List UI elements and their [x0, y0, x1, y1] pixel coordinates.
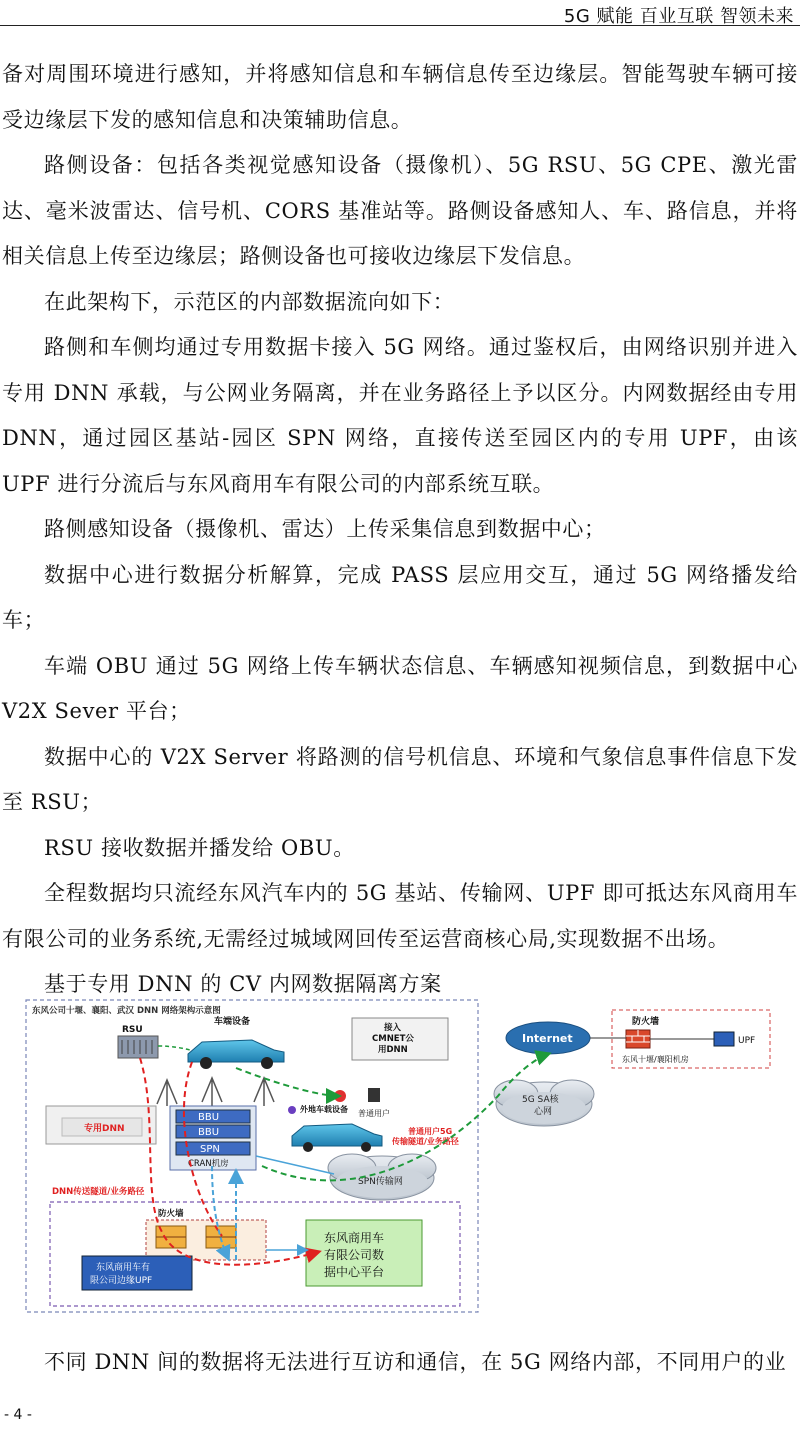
paragraph-data-path: 全程数据均只流经东风汽车内的 5G 基站、传输网、UPF 即可抵达东风商用车有限公司的业务系统,无需经过城域网回传至运营商核心局,实现数据不出场。	[2, 881, 798, 951]
core-network-label-2: 心网	[534, 1107, 553, 1117]
upf-icon	[714, 1032, 734, 1046]
edge-upf-label-1: 东风商用车有	[96, 1263, 151, 1273]
cran-label: CRAN机房	[188, 1159, 229, 1169]
rsu-label: RSU	[122, 1025, 143, 1035]
dedicated-dnn-label: 专用DNN	[84, 1124, 125, 1134]
external-vehicle-car	[292, 1124, 382, 1152]
rsu-device	[118, 1036, 158, 1058]
running-header: 5G 赋能 百业互联 智领未来	[563, 6, 794, 27]
internet-label: Internet	[522, 1032, 573, 1045]
header-underline	[538, 25, 800, 26]
external-vehicle-label: 外地车载设备	[300, 1105, 348, 1114]
figure-caption: 基于专用 DNN 的 CV 内网数据隔离方案	[44, 972, 442, 996]
cmnet-label-1: 接入	[384, 1023, 402, 1033]
paragraph-dnn-access: 路侧和车侧均通过专用数据卡接入 5G 网络。通过鉴权后，由网络识别并进入专用 DNN 承载，与公网业务隔离，并在业务路径上予以区分。内网数据经由专用 DNN，通过园区基站-园区 SPN 网络，直接传送至园区内的专用 UPF，由该 UPF 进行分流后与东风商用车有限公司的内部系统互联。	[2, 335, 798, 496]
paragraph-sensing-upload: 路侧感知设备（摄像机、雷达）上传采集信息到数据中心；	[44, 517, 606, 541]
body-text	[2, 52, 798, 1008]
data-center-label-1: 东风商用车	[324, 1231, 385, 1245]
spn-network-label: SPN传输网	[358, 1177, 403, 1187]
page-number: - 4 -	[4, 1407, 32, 1423]
diagram-title: 东风公司十堰、襄阳、武汉 DNN 网络架构示意图	[32, 1006, 221, 1016]
bbu-1-label: BBU	[198, 1112, 220, 1123]
bbu-2-label: BBU	[198, 1127, 220, 1138]
paragraph-data-analysis: 数据中心进行数据分析解算，完成 PASS 层应用交互，通过 5G 网络播发给车；	[2, 562, 798, 632]
trailing-paragraph: 不同 DNN 间的数据将无法进行互访和通信，在 5G 网络内部，不同用户的业	[44, 1350, 787, 1374]
rsu-green-link	[158, 1046, 190, 1050]
vehicle-device-label: 车端设备	[214, 1017, 251, 1027]
external-vehicle-icon	[288, 1106, 296, 1114]
paragraph-obu-upload: 车端 OBU 通过 5G 网络上传车辆状态信息、车辆感知视频信息，到数据中心 V2X Sever 平台；	[2, 653, 798, 723]
normal-path-label-2: 传输隧道/业务路径	[392, 1137, 459, 1146]
dnn-architecture-diagram	[22, 996, 797, 1318]
data-center-label-2: 有限公司数	[324, 1248, 385, 1262]
dnn-path-label: DNN传送隧道/业务路径	[52, 1187, 145, 1197]
upf-label: UPF	[738, 1036, 756, 1046]
normal-green-path	[236, 1068, 338, 1096]
vehicle-icon	[188, 1040, 284, 1069]
phone-icon	[368, 1088, 380, 1102]
firewall-right-label: 防火墙	[632, 1017, 660, 1027]
header-rule	[0, 25, 540, 26]
antenna-icons	[157, 1078, 274, 1106]
paragraph-v2x-server: 数据中心的 V2X Server 将路测的信号机信息、环境和气象信息事件信息下发至 RSU；	[2, 744, 798, 814]
spn-label: SPN	[200, 1144, 220, 1155]
normal-user-label: 普通用户	[358, 1109, 390, 1118]
spn-cloud-link	[256, 1156, 334, 1174]
core-network-label-1: 5G SA核	[522, 1095, 559, 1105]
firewall-bottom-label: 防火墙	[158, 1209, 184, 1219]
paragraph-rsu-broadcast: RSU 接收数据并播发给 OBU。	[44, 835, 355, 860]
cmnet-label-3: 用DNN	[378, 1045, 408, 1055]
edge-upf-label-2: 限公司边缘UPF	[90, 1276, 153, 1286]
paragraph-continued: 备对周围环境进行感知，并将感知信息和车辆信息传至边缘层。智能驾驶车辆可接受边缘层下发的感知信息和决策辅助信息。	[2, 62, 798, 132]
paragraph-architecture-intro: 在此架构下，示范区的内部数据流向如下：	[44, 289, 455, 314]
paragraph-roadside-devices: 路侧设备：包括各类视觉感知设备（摄像机）、5G RSU、5G CPE、激光雷达、毫米波雷达、信号机、CORS 基准站等。路侧设备感知人、车、路信息，并将相关信息上传至边缘层；路侧设备也可接收边缘层下发信息。	[2, 153, 798, 268]
machine-room-label: 东风十堰/襄阳机房	[622, 1055, 689, 1064]
normal-path-label-1: 普通用户5G	[408, 1127, 453, 1136]
cmnet-label-2: CMNET公	[372, 1034, 414, 1044]
data-center-label-3: 据中心平台	[324, 1265, 385, 1279]
firewall-right-icon	[626, 1030, 650, 1048]
